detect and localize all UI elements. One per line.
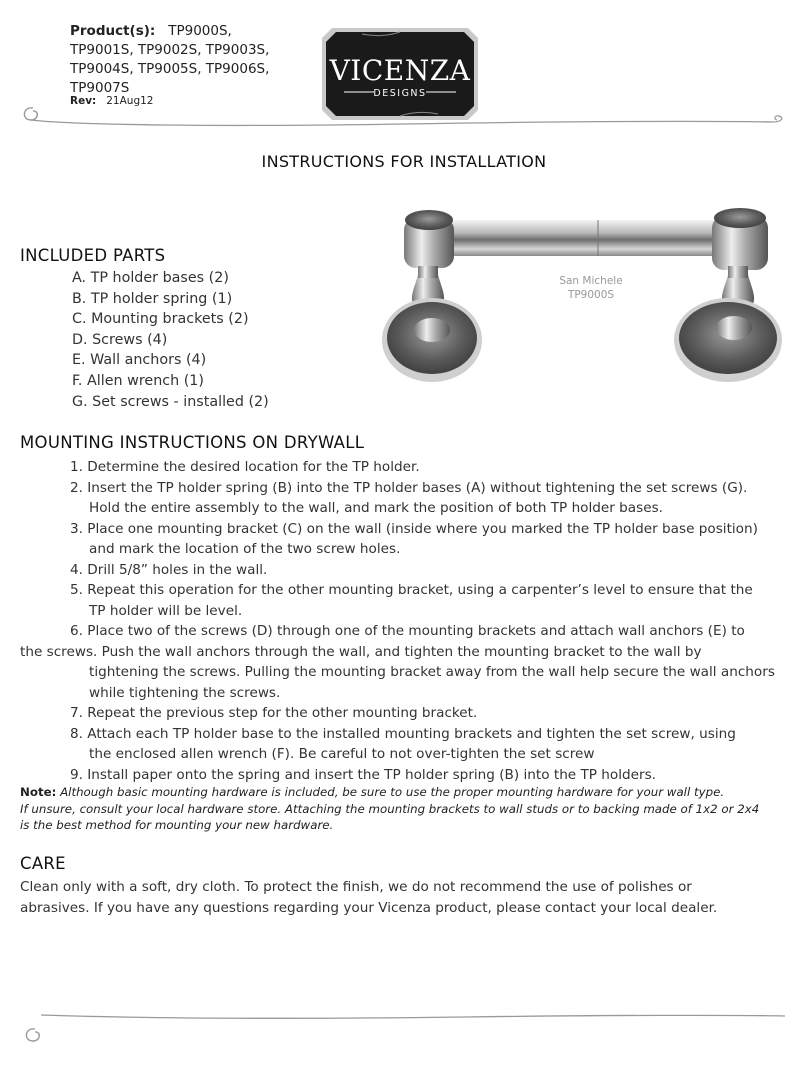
step-line: the enclosed allen wrench (F). Be careful to not over-tighten the set screw bbox=[89, 746, 595, 762]
step-line: TP holder will be level. bbox=[89, 602, 243, 619]
rev-value: 21Aug12 bbox=[106, 95, 154, 107]
note-line-3: is the best method for mounting your new hardware. bbox=[20, 818, 334, 832]
step-line: while tightening the screws. bbox=[89, 684, 281, 701]
caption-line-1: San Michele bbox=[559, 275, 623, 287]
products-line-1: TP9000S, bbox=[168, 23, 232, 39]
step-line: 4. Drill 5/8” holes in the wall. bbox=[70, 561, 268, 578]
list-item: D. Screws (4) bbox=[72, 331, 168, 348]
header-divider bbox=[15, 94, 795, 134]
step-line: 1. Determine the desired location for the TP holder. bbox=[70, 459, 420, 475]
step-line: 2. Insert the TP holder spring (B) into the TP holder bases (A) without tightening the set screws (G). bbox=[70, 479, 748, 496]
product-caption bbox=[548, 274, 634, 302]
step-line: the screws. Push the wall anchors through the wall, and tighten the mounting bracket to the wall by bbox=[20, 643, 702, 660]
footer-divider bbox=[15, 1005, 795, 1045]
care-text bbox=[20, 877, 790, 919]
mounting-steps bbox=[20, 457, 790, 785]
rev-label: Rev: bbox=[70, 95, 97, 107]
note-label: Note: bbox=[20, 785, 57, 799]
step-line: 5. Repeat this operation for the other mounting bracket, using a carpenter’s level to ensure that the bbox=[70, 582, 753, 598]
step-line: and mark the location of the two screw holes. bbox=[89, 541, 401, 557]
care-heading: CARE bbox=[20, 854, 66, 873]
note-line-2: If unsure, consult your local hardware store. Attaching the mounting brackets to wall studs or to backing made of 1x2 or 2x4 bbox=[20, 801, 760, 816]
list-item: A. TP holder bases (2) bbox=[72, 270, 229, 286]
step-line: Hold the entire assembly to the wall, and mark the position of both TP holder bases. bbox=[89, 500, 663, 516]
note-line-1: Although basic mounting hardware is included, be sure to use the proper mounting hardware for your wall type. bbox=[56, 785, 725, 799]
products-line-4: TP9007S bbox=[70, 80, 130, 96]
parts-list bbox=[72, 268, 269, 412]
products-label: Product(s): bbox=[70, 23, 156, 39]
step-line: 3. Place one mounting bracket (C) on the wall (inside where you marked the TP holder base position) bbox=[70, 520, 758, 537]
logo-name: VICENZA bbox=[329, 54, 471, 87]
care-line-1: Clean only with a soft, dry cloth. To protect the finish, we do not recommend the use of polishes or bbox=[20, 879, 692, 895]
note-block bbox=[20, 784, 790, 834]
step-line: 6. Place two of the screws (D) through one of the mounting brackets and attach wall anchors (E) to bbox=[70, 623, 745, 639]
products-line-3: TP9004S, TP9005S, TP9006S, bbox=[70, 61, 270, 77]
mounting-heading: MOUNTING INSTRUCTIONS ON DRYWALL bbox=[20, 433, 365, 452]
list-item: G. Set screws - installed (2) bbox=[72, 393, 269, 410]
list-item: B. TP holder spring (1) bbox=[72, 290, 233, 307]
product-list bbox=[70, 22, 320, 98]
step-line: 9. Install paper onto the spring and insert the TP holder spring (B) into the TP holders. bbox=[70, 766, 657, 783]
included-parts-heading: INCLUDED PARTS bbox=[20, 246, 166, 265]
logo-sub: DESIGNS bbox=[373, 88, 427, 99]
caption-line-2: TP9000S bbox=[567, 289, 615, 301]
step-line: 8. Attach each TP holder base to the installed mounting brackets and tighten the set screw, using bbox=[70, 725, 736, 742]
list-item: F. Allen wrench (1) bbox=[72, 372, 204, 389]
page-title: INSTRUCTIONS FOR INSTALLATION bbox=[261, 152, 547, 171]
step-line: 7. Repeat the previous step for the other mounting bracket. bbox=[70, 705, 478, 721]
list-item: C. Mounting brackets (2) bbox=[72, 311, 249, 328]
step-line: tightening the screws. Pulling the mounting bracket away from the wall help secure the wall anchors bbox=[89, 664, 775, 680]
list-item: E. Wall anchors (4) bbox=[72, 352, 207, 369]
products-line-2: TP9001S, TP9002S, TP9003S, bbox=[70, 42, 270, 58]
care-line-2: abrasives. If you have any questions regarding your Vicenza product, please contact your local dealer. bbox=[20, 900, 718, 916]
